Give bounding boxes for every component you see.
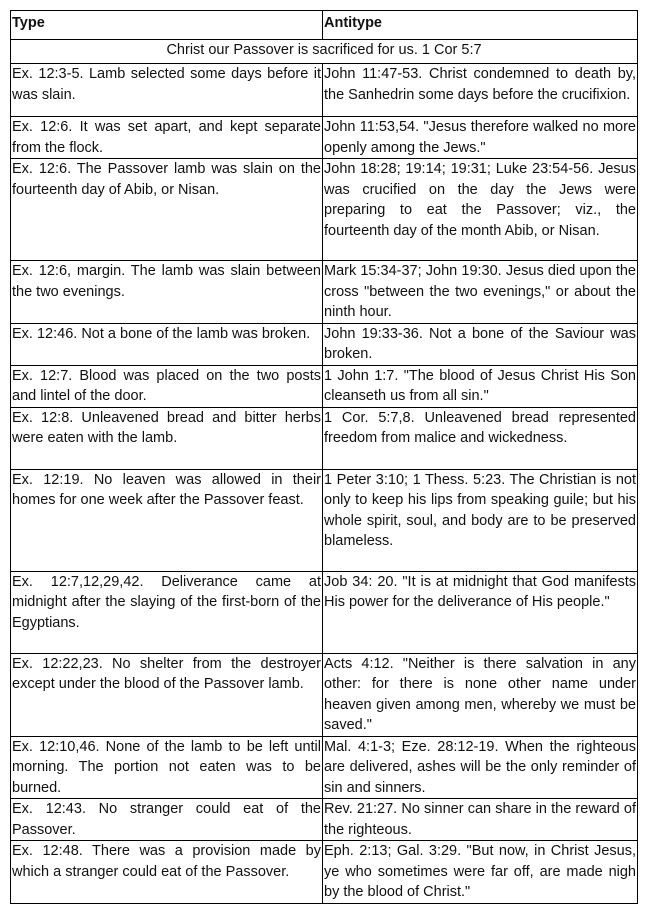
type-cell: Ex. 12:46. Not a bone of the lamb was broken. [11,323,323,365]
antitype-cell: Mark 15:34-37; John 19:30. Jesus died upon the cross "between the two evenings," or about the ninth hour. [323,261,638,324]
type-cell: Ex. 12:6, margin. The lamb was slain between the two evenings. [11,261,323,324]
header-antitype: Antitype [323,11,638,40]
table-row [11,799,638,841]
type-cell: Ex. 12:6. The Passover lamb was slain on the fourteenth day of Abib, or Nisan. [11,159,323,261]
table-row [11,64,638,117]
antitype-cell: John 11:47-53. Christ condemned to death by, the Sanhedrin some days before the crucifixion. [323,64,638,117]
table-row [11,407,638,469]
table-row [11,736,638,799]
type-cell: Ex. 12:8. Unleavened bread and bitter herbs were eaten with the lamb. [11,407,323,469]
antitype-cell: 1 Cor. 5:7,8. Unleavened bread represented freedom from malice and wickedness. [323,407,638,469]
antitype-cell: Mal. 4:1-3; Eze. 28:12-19. When the righteous are delivered, ashes will be the only reminder of sin and sinners. [323,736,638,799]
antitype-cell: Eph. 2:13; Gal. 3:29. "But now, in Christ Jesus, ye who sometimes were far off, are made nigh by the blood of Christ." [323,841,638,904]
table-row [11,159,638,261]
type-cell: Ex. 12:48. There was a provision made by which a stranger could eat of the Passover. [11,841,323,904]
type-cell: Ex. 12:22,23. No shelter from the destroyer except under the blood of the Passover lamb. [11,653,323,736]
type-cell: Ex. 12:43. No stranger could eat of the Passover. [11,799,323,841]
type-cell: Ex. 12:7. Blood was placed on the two posts and lintel of the door. [11,365,323,407]
antitype-cell: Job 34: 20. "It is at midnight that God manifests His power for the deliverance of His people." [323,571,638,653]
table-row [11,323,638,365]
header-type: Type [11,11,323,40]
antitype-cell: John 11:53,54. "Jesus therefore walked no more openly among the Jews." [323,117,638,159]
banner-row [11,40,638,64]
type-cell: Ex. 12:19. No leaven was allowed in their homes for one week after the Passover feast. [11,469,323,571]
table-row [11,841,638,904]
banner-text: Christ our Passover is sacrificed for us. 1 Cor 5:7 [11,40,638,64]
table-row [11,469,638,571]
type-cell: Ex. 12:10,46. None of the lamb to be left until morning. The portion not eaten was to be burned. [11,736,323,799]
antitype-cell: 1 John 1:7. "The blood of Jesus Christ His Son cleanseth us from all sin." [323,365,638,407]
table-row [11,653,638,736]
table-row [11,365,638,407]
antitype-cell: 1 Peter 3:10; 1 Thess. 5:23. The Christian is not only to keep his lips from speaking guile; but his whole spirit, soul, and body are to be preserved blameless. [323,469,638,571]
table-row [11,261,638,324]
header-row [11,11,638,40]
type-cell: Ex. 12:6. It was set apart, and kept separate from the flock. [11,117,323,159]
type-cell: Ex. 12:7,12,29,42. Deliverance came at midnight after the slaying of the first-born of the Egyptians. [11,571,323,653]
table-row [11,117,638,159]
antitype-cell: John 18:28; 19:14; 19:31; Luke 23:54-56. Jesus was crucified on the day the Jews were preparing to eat the Passover; viz., the fourteenth day of the month Abib, or Nisan. [323,159,638,261]
antitype-cell: Rev. 21:27. No sinner can share in the reward of the righteous. [323,799,638,841]
type-cell: Ex. 12:3-5. Lamb selected some days before it was slain. [11,64,323,117]
antitype-cell: Acts 4:12. "Neither is there salvation in any other: for there is none other name under heaven given among men, whereby we must be saved." [323,653,638,736]
table-row [11,571,638,653]
type-antitype-table [10,10,638,904]
antitype-cell: John 19:33-36. Not a bone of the Saviour was broken. [323,323,638,365]
